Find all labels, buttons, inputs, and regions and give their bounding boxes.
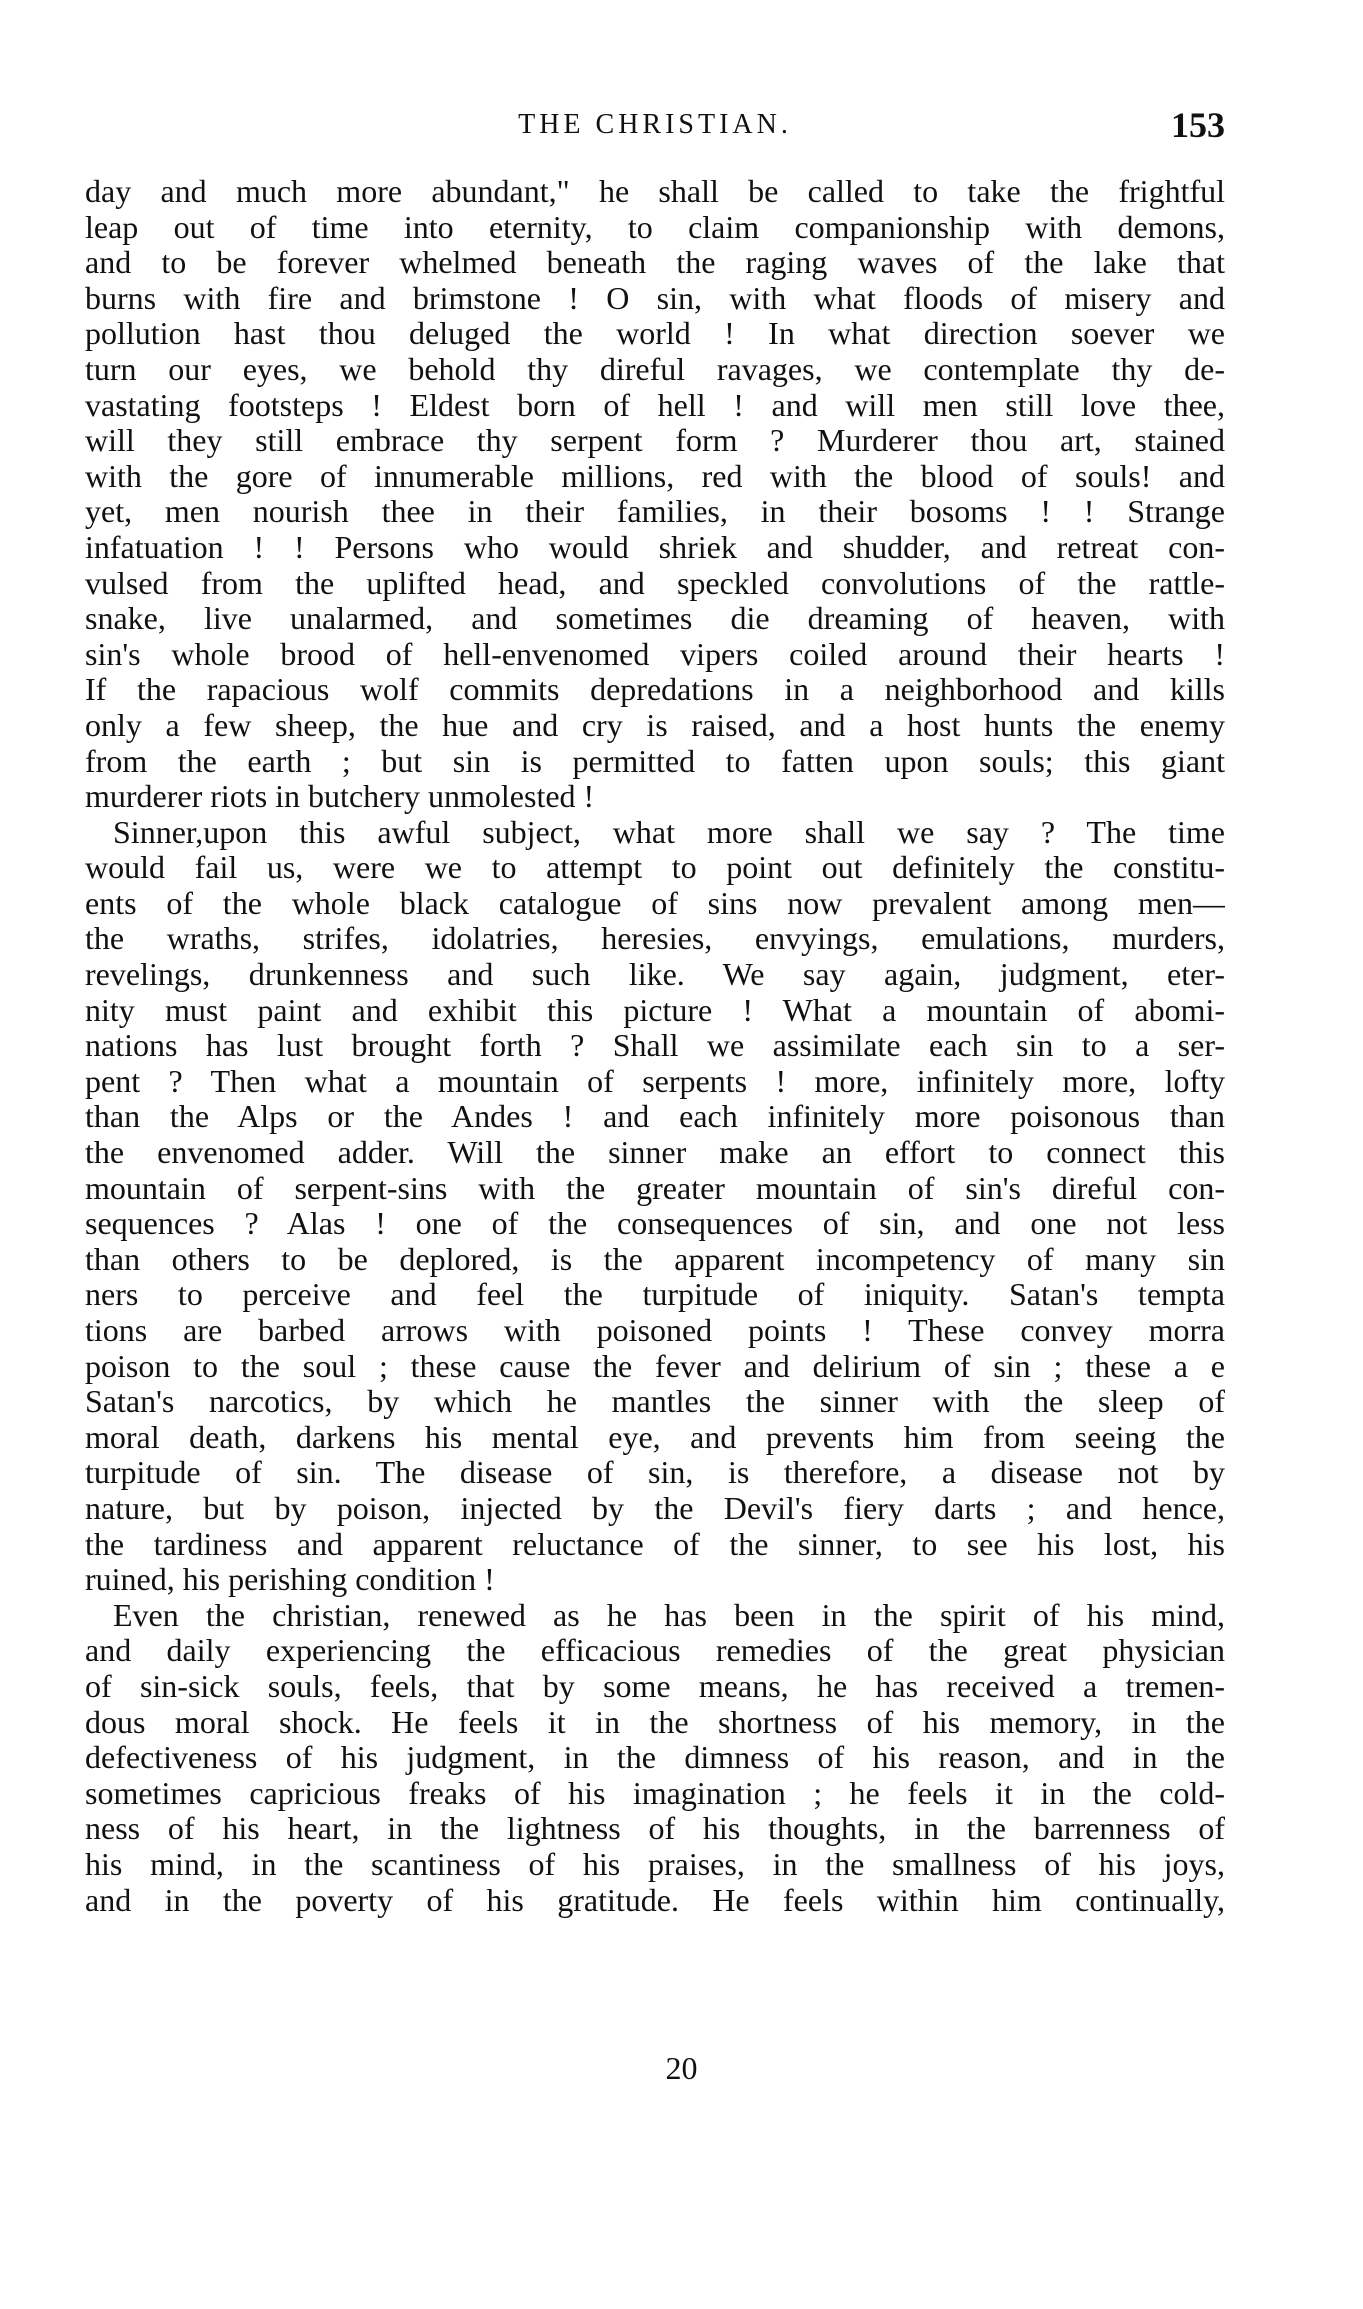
text-line: Satan's narcotics, by which he mantles the sinner with the sleep of [85,1384,1225,1420]
paragraph-start-line: Even the christian, renewed as he has been in the spirit of his mind, [113,1597,1225,1633]
text-line: burns with fire and brimstone ! O sin, with what floods of misery and [85,280,1225,316]
text-line: nity must paint and exhibit this picture ! What a mountain of abomi- [85,992,1225,1028]
text-line: from the earth ; but sin is permitted to fatten upon souls; this giant [85,743,1225,779]
text-line: ners to perceive and feel the turpitude of iniquity. Satan's tempta [85,1277,1225,1313]
text-line: nature, but by poison, injected by the Devil's fiery darts ; and hence, [85,1490,1225,1526]
signature-mark: 20 [665,2050,698,2086]
text-line: nations has lust brought forth ? Shall we assimilate each sin to a ser- [85,1028,1225,1064]
text-line: ents of the whole black catalogue of sins now prevalent among men— [85,885,1225,921]
text-line: the wraths, strifes, idolatries, heresies, envyings, emulations, murders, [85,921,1225,957]
text-line: his mind, in the scantiness of his praises, in the smallness of his joys, [85,1846,1225,1882]
text-line: leap out of time into eternity, to claim companionship with demons, [85,209,1225,245]
paragraph-end-line: murderer riots in butchery unmolested ! [85,779,595,815]
text-line: vulsed from the uplifted head, and speckled convolutions of the rattle- [85,565,1225,601]
text-line: and to be forever whelmed beneath the raging waves of the lake that [85,245,1225,281]
text-line: sometimes capricious freaks of his imagination ; he feels it in the cold- [85,1775,1225,1811]
text-line: the envenomed adder. Will the sinner make an effort to connect this [85,1135,1225,1171]
text-line: poison to the soul ; these cause the fever and delirium of sin ; these a e [85,1348,1225,1384]
text-line: moral death, darkens his mental eye, and prevents him from seeing the [85,1419,1225,1455]
text-line: sin's whole brood of hell-envenomed vipers coiled around their hearts ! [85,636,1225,672]
text-line: defectiveness of his judgment, in the dimness of his reason, and in the [85,1740,1225,1776]
page-header [85,100,1225,150]
text-line: sequences ? Alas ! one of the consequences of sin, and one not less [85,1206,1225,1242]
text-line: yet, men nourish thee in their families, in their bosoms ! ! Strange [85,494,1225,530]
text-line: and daily experiencing the efficacious remedies of the great physician [85,1633,1225,1669]
text-line: snake, live unalarmed, and sometimes die dreaming of heaven, with [85,601,1225,637]
text-line: than others to be deplored, is the apparent incompetency of many sin [85,1241,1225,1277]
text-line: pent ? Then what a mountain of serpents ! more, infinitely more, lofty [85,1063,1225,1099]
text-line: turpitude of sin. The disease of sin, is therefore, a disease not by [85,1455,1225,1491]
text-line: If the rapacious wolf commits depredations in a neighborhood and kills [85,672,1225,708]
text-line: would fail us, were we to attempt to point out definitely the constitu- [85,850,1225,886]
text-line: infatuation ! ! Persons who would shriek and shudder, and retreat con- [85,529,1225,565]
text-line: of sin-sick souls, feels, that by some means, he has received a tremen- [85,1668,1225,1704]
text-line: vastating footsteps ! Eldest born of hell ! and will men still love thee, [85,387,1225,423]
text-line: turn our eyes, we behold thy direful ravages, we contemplate thy de- [85,351,1225,387]
text-line: tions are barbed arrows with poisoned points ! These convey morra [85,1313,1225,1348]
text-line: than the Alps or the Andes ! and each infinitely more poisonous than [85,1099,1225,1135]
paragraph-end-line: ruined, his perishing condition ! [85,1562,495,1598]
text-line: with the gore of innumerable millions, red with the blood of souls! and [85,458,1225,494]
text-line: revelings, drunkenness and such like. We say again, judgment, eter- [85,957,1225,993]
text-line: day and much more abundant," he shall be called to take the frightful [85,174,1225,209]
text-line: the tardiness and apparent reluctance of the sinner, to see his lost, his [85,1526,1225,1562]
text-line: only a few sheep, the hue and cry is raised, and a host hunts the enemy [85,707,1225,743]
page-number: 153 [1171,105,1225,145]
text-line: and in the poverty of his gratitude. He feels within him continually, [85,1882,1225,1918]
running-title: THE CHRISTIAN. [518,109,792,140]
text-line: mountain of serpent-sins with the greater mountain of sin's direful con- [85,1170,1225,1206]
paragraph-start-line: Sinner,upon this awful subject, what more shall we say ? The time [113,814,1225,850]
body-text [85,174,1225,1918]
text-line: dous moral shock. He feels it in the shortness of his memory, in the [85,1704,1225,1740]
text-line: will they still embrace thy serpent form ? Murderer thou art, stained [85,423,1225,459]
text-line: ness of his heart, in the lightness of his thoughts, in the barrenness of [85,1811,1225,1847]
text-line: pollution hast thou deluged the world ! In what direction soever we [85,316,1225,352]
